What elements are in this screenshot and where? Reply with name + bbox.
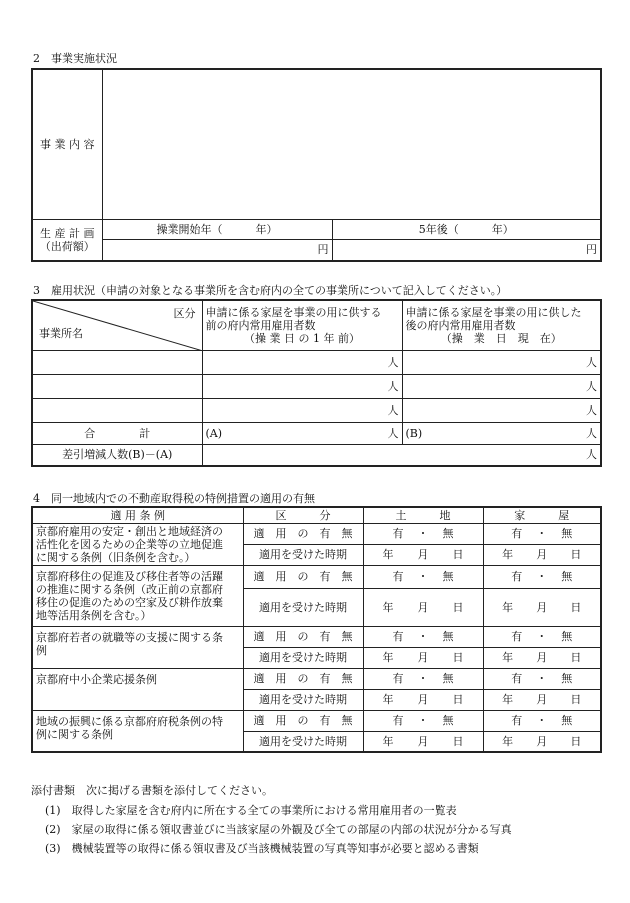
land-date[interactable]: 年 月 日: [363, 647, 483, 668]
land-yes-no[interactable]: 有 ・ 無: [363, 626, 483, 647]
when-label: 適用を受けた時期: [243, 544, 363, 565]
production-plan-label: 生 産 計 画 （出荷額）: [32, 219, 102, 261]
diff-value[interactable]: 人: [202, 444, 601, 466]
when-label: 適用を受けた時期: [243, 731, 363, 752]
attachment-item-1: (1) 取得した家屋を含む府内に所在する全ての事業所における常用雇用者の一覧表: [45, 804, 457, 817]
applied-label: 適 用 の 有 無: [243, 668, 363, 689]
table-row: [32, 350, 601, 374]
header-ordinance: 適 用 条 例: [32, 507, 243, 523]
land-date[interactable]: 年 月 日: [363, 731, 483, 752]
section2-heading: 2 事業実施状況: [33, 52, 117, 65]
business-content-field[interactable]: [102, 69, 601, 219]
total-before[interactable]: (A) 人: [202, 422, 402, 444]
diagonal-header-cell: [32, 300, 202, 350]
employment-table: [31, 299, 602, 467]
ordinance-4: 京都府中小企業応援条例: [32, 668, 243, 710]
business-status-table: [31, 68, 602, 262]
start-year-amount[interactable]: 円: [102, 239, 332, 261]
applied-label: 適 用 の 有 無: [243, 626, 363, 647]
applied-label: 適 用 の 有 無: [243, 710, 363, 731]
count-after[interactable]: 人: [402, 398, 601, 422]
count-before[interactable]: 人: [202, 398, 402, 422]
land-yes-no[interactable]: 有 ・ 無: [363, 710, 483, 731]
header-house: 家 屋: [483, 507, 601, 523]
attachments-title: 添付書類 次に掲げる書類を添付してください。: [31, 784, 273, 797]
applied-label: 適 用 の 有 無: [243, 523, 363, 544]
header-kubun: 区 分: [243, 507, 363, 523]
house-date[interactable]: 年 月 日: [483, 689, 601, 710]
diff-label: 差引増減人数(B)－(A): [32, 444, 202, 466]
total-label: 合 計: [32, 422, 202, 444]
section3-heading: 3 雇用状況（申請の対象となる事業所を含む府内の全ての事業所について記入してください。）: [33, 284, 508, 297]
business-content-label: 事 業 内 容: [32, 69, 102, 219]
count-before[interactable]: 人: [202, 350, 402, 374]
house-yes-no[interactable]: 有 ・ 無: [483, 668, 601, 689]
header-after: 申請に係る家屋を事業の用に供した 後の府内常用雇用者数 （操 業 日 現 在）: [402, 300, 601, 350]
when-label: 適用を受けた時期: [243, 689, 363, 710]
when-label: 適用を受けた時期: [243, 588, 363, 626]
diff-row: [32, 444, 601, 466]
ordinance-3: 京都府若者の就職等の支援に関する条 例: [32, 626, 243, 668]
house-yes-no[interactable]: 有 ・ 無: [483, 710, 601, 731]
when-label: 適用を受けた時期: [243, 647, 363, 668]
header-land: 土 地: [363, 507, 483, 523]
ordinance-1: 京都府雇用の安定・創出と地域経済の 活性化を図るための企業等の立地促進 に関する条例（旧条例を含む。）: [32, 523, 243, 565]
ordinance-2: 京都府移住の促進及び移住者等の活躍 の推進に関する条例（改正前の京都府 移住の促進のための空家及び耕作放棄 地等活用条例を含む。）: [32, 565, 243, 626]
office-name-cell[interactable]: [32, 350, 202, 374]
header-before: 申請に係る家屋を事業の用に供する 前の府内常用雇用者数 （操 業 日 の 1 年 前）: [202, 300, 402, 350]
applied-label: 適 用 の 有 無: [243, 565, 363, 588]
land-yes-no[interactable]: 有 ・ 無: [363, 523, 483, 544]
attachment-item-2: (2) 家屋の取得に係る領収書並びに当該家屋の外観及び全ての部屋の内部の状況が分かる写真: [45, 823, 512, 836]
office-name-cell[interactable]: [32, 374, 202, 398]
house-date[interactable]: 年 月 日: [483, 731, 601, 752]
five-years-header: 5年後（ 年）: [332, 219, 601, 239]
house-date[interactable]: 年 月 日: [483, 544, 601, 565]
table-row: [32, 398, 601, 422]
total-after[interactable]: (B) 人: [402, 422, 601, 444]
house-yes-no[interactable]: 有 ・ 無: [483, 626, 601, 647]
ordinance-5: 地域の振興に係る京都府府税条例の特 例に関する条例: [32, 710, 243, 752]
office-name-cell[interactable]: [32, 398, 202, 422]
house-yes-no[interactable]: 有 ・ 無: [483, 523, 601, 544]
five-years-amount[interactable]: 円: [332, 239, 601, 261]
attachment-item-3: (3) 機械装置等の取得に係る領収書及び当該機械装置の写真等知事が必要と認める書類: [45, 842, 479, 855]
land-date[interactable]: 年 月 日: [363, 544, 483, 565]
land-date[interactable]: 年 月 日: [363, 689, 483, 710]
land-yes-no[interactable]: 有 ・ 無: [363, 565, 483, 588]
count-before[interactable]: 人: [202, 374, 402, 398]
total-row: [32, 422, 601, 444]
house-date[interactable]: 年 月 日: [483, 647, 601, 668]
header-office: 事業所名: [39, 326, 83, 340]
table-row: [32, 374, 601, 398]
special-measures-table: [31, 506, 602, 753]
count-after[interactable]: 人: [402, 350, 601, 374]
section4-heading: 4 同一地域内での不動産取得税の特例措置の適用の有無: [33, 492, 315, 505]
start-year-header: 操業開始年（ 年）: [102, 219, 332, 239]
house-date[interactable]: 年 月 日: [483, 588, 601, 626]
house-yes-no[interactable]: 有 ・ 無: [483, 565, 601, 588]
land-yes-no[interactable]: 有 ・ 無: [363, 668, 483, 689]
count-after[interactable]: 人: [402, 374, 601, 398]
land-date[interactable]: 年 月 日: [363, 588, 483, 626]
header-kubun: 区分: [173, 307, 196, 320]
